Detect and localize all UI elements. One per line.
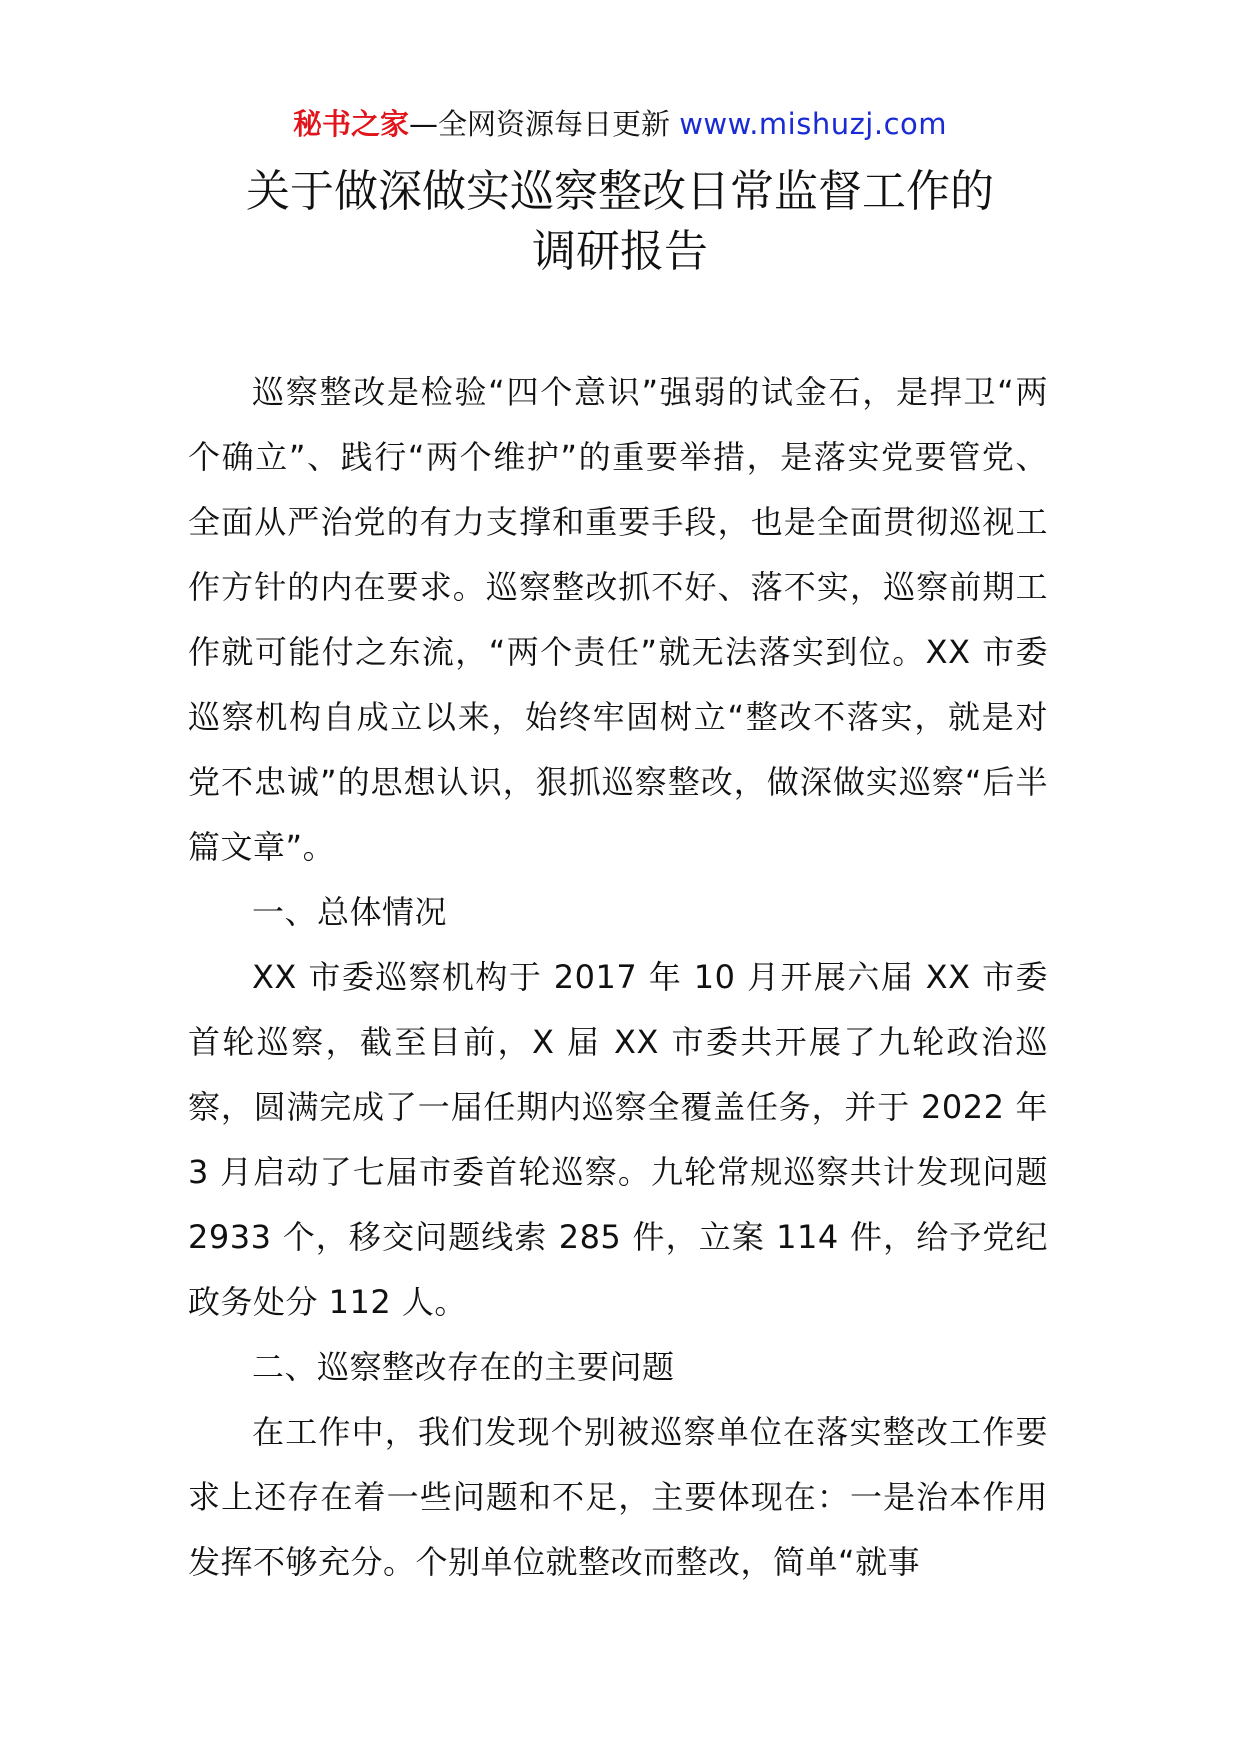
site-url-link[interactable]: www.mishuzj.com bbox=[679, 107, 948, 141]
title-line-1: 关于做深做实巡察整改日常监督工作的 bbox=[246, 166, 994, 217]
title-line-2: 调研报告 bbox=[532, 226, 708, 277]
document-body bbox=[188, 360, 1048, 1595]
section-heading-problems: 二、巡察整改存在的主要问题 bbox=[252, 1348, 675, 1386]
paragraph-overview: XX 市委巡察机构于 2017 年 10 月开展六届 XX 市委首轮巡察，截至目前，X 届 XX 市委共开展了九轮政治巡察，圆满完成了一届任期内巡察全覆盖任务，并于 2022 年 3 月启动了七届市委首轮巡察。九轮常规巡察共计发现问题 2933 个，移交问题线索 285 件，立案 114 件，给予党纪政务处分 112 人。 bbox=[188, 958, 1048, 1321]
header-tagline: —全网资源每日更新 bbox=[408, 107, 670, 141]
site-header bbox=[0, 102, 1240, 146]
document-title bbox=[120, 162, 1120, 282]
paragraph-intro: 巡察整改是检验“四个意识”强弱的试金石，是捍卫“两个确立”、践行“两个维护”的重要举措，是落实党要管党、全面从严治党的有力支撑和重要手段，也是全面贯彻巡视工作方针的内在要求。巡察整改抓不好、落不实，巡察前期工作就可能付之东流，“两个责任”就无法落实到位。XX 市委巡察机构自成立以来，始终牢固树立“整改不落实，就是对党不忠诚”的思想认识，狠抓巡察整改，做深做实巡察“后半篇文章”。 bbox=[188, 373, 1048, 866]
section-heading-overview: 一、总体情况 bbox=[252, 893, 448, 931]
brand-name: 秘书之家 bbox=[292, 107, 409, 141]
paragraph-problems: 在工作中，我们发现个别被巡察单位在落实整改工作要求上还存在着一些问题和不足，主要体现在：一是治本作用发挥不够充分。个别单位就整改而整改，简单“就事 bbox=[188, 1413, 1048, 1581]
